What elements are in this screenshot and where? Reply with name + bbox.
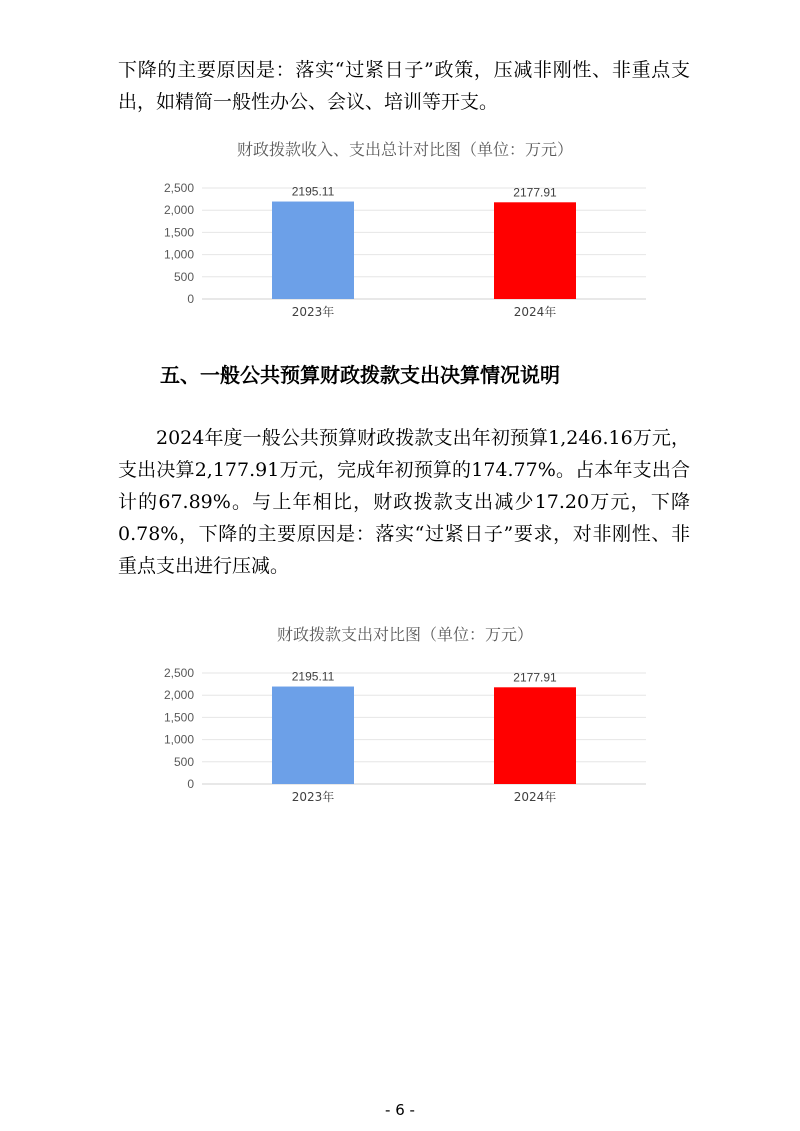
x-tick-label: 2023年 bbox=[291, 305, 335, 319]
bar bbox=[272, 687, 354, 784]
y-tick-label: 0 bbox=[187, 777, 194, 791]
data-label: 2177.91 bbox=[513, 185, 557, 200]
bar-chart-svg bbox=[150, 168, 660, 324]
y-tick-label: 2,000 bbox=[163, 688, 194, 703]
y-tick-label: 2,000 bbox=[163, 203, 194, 218]
y-tick-label: 0 bbox=[187, 292, 194, 306]
y-tick-label: 2,500 bbox=[163, 181, 194, 195]
y-tick-label: 1,000 bbox=[163, 247, 194, 262]
section-heading: 五、一般公共预算财政拨款支出决算情况说明 bbox=[160, 363, 560, 387]
chart-title: 财政拨款收入、支出总计对比图（单位：万元） bbox=[236, 140, 573, 159]
data-label: 2195.11 bbox=[291, 184, 335, 199]
page-number: - 6 - bbox=[385, 1101, 415, 1119]
chart-income-expenditure-total bbox=[150, 138, 660, 324]
paragraph-expenditure-reason: 下降的主要原因是：落实“过紧日子”政策，压减非刚性、非重点支出，如精简一般性办公、会议、培训等开支。 bbox=[118, 59, 690, 113]
bar bbox=[494, 687, 576, 784]
bar bbox=[494, 202, 576, 299]
y-tick-label: 500 bbox=[173, 269, 194, 284]
data-label: 2177.91 bbox=[513, 670, 557, 685]
x-tick-label: 2024年 bbox=[513, 305, 557, 319]
y-tick-label: 500 bbox=[173, 754, 194, 769]
y-tick-label: 1,000 bbox=[163, 732, 194, 747]
y-tick-label: 1,500 bbox=[163, 710, 194, 725]
data-label: 2195.11 bbox=[291, 669, 335, 684]
chart-title: 财政拨款支出对比图（单位：万元） bbox=[276, 625, 533, 644]
y-tick-label: 2,500 bbox=[163, 666, 194, 680]
chart-expenditure-comparison bbox=[150, 623, 660, 809]
x-tick-label: 2023年 bbox=[291, 790, 335, 804]
y-tick-label: 1,500 bbox=[163, 225, 194, 240]
bar bbox=[272, 202, 354, 299]
paragraph-fiscal-appropriation-summary: 2024年度一般公共预算财政拨款支出年初预算1,246.16万元，支出决算2,177.91万元，完成年初预算的174.77%。占本年支出合计的67.89%。与上年相比，财政拨款支出减少17.20万元，下降0.78%，下降的主要原因是：落实“过紧日子”要求，对非刚性、非重点支出进行压减。 bbox=[118, 427, 690, 577]
bar-chart-svg bbox=[150, 653, 660, 809]
x-tick-label: 2024年 bbox=[513, 790, 557, 804]
